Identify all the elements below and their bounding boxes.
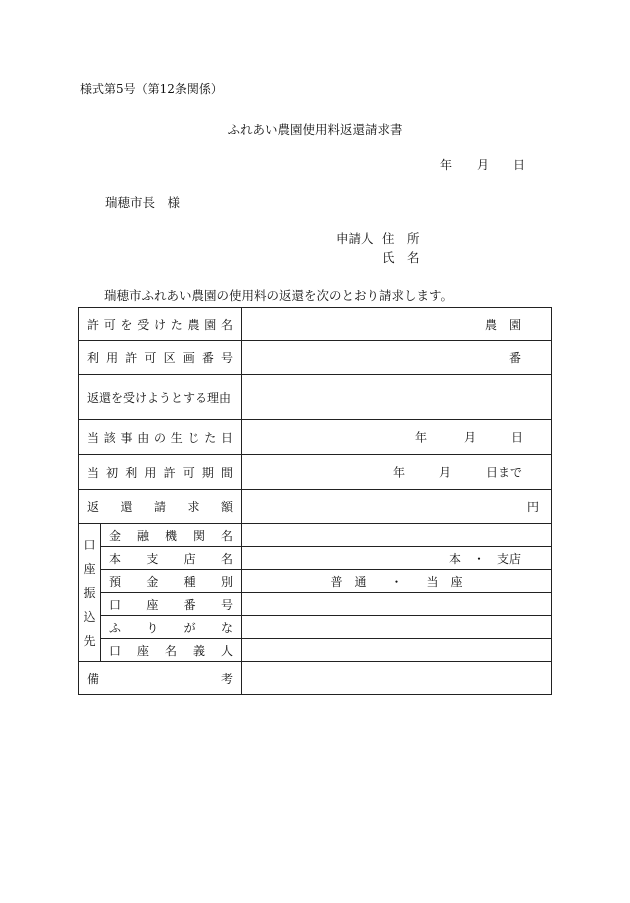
branch-label-text-char: 店	[183, 551, 196, 566]
period-field[interactable]	[242, 455, 552, 490]
event-date-label-text-char: の	[154, 430, 167, 445]
furigana-label-text-char: ふ	[109, 620, 122, 635]
period-label-text-char: 期	[201, 465, 214, 480]
plot-label-text-char: 可	[144, 351, 157, 365]
furigana-label	[101, 616, 242, 639]
branch-label-text-char: 名	[220, 551, 233, 566]
plot-label-text-char: 番	[201, 351, 214, 365]
period-label-text-char: 当	[87, 465, 100, 480]
plot-label-text-char: 区	[163, 351, 176, 365]
amount-label-text-char: 請	[154, 500, 167, 514]
account-group-label	[79, 524, 101, 662]
event-date-label-text-char: 生	[170, 430, 183, 445]
period-until-label: 日まで	[486, 465, 523, 480]
garden-name-field[interactable]	[242, 308, 552, 341]
period-year-label: 年	[393, 465, 406, 480]
event-date-label-text-char: 当	[87, 430, 100, 445]
row-event-date	[79, 420, 552, 455]
bank-label-text-char: 金	[109, 528, 122, 543]
name-label: 氏 名	[382, 250, 420, 265]
event-date-label-text	[79, 429, 241, 446]
branch-field[interactable]	[242, 547, 552, 570]
account-number-label	[101, 593, 242, 616]
plot-label-text-char: 利	[87, 351, 100, 365]
furigana-field[interactable]	[242, 616, 552, 639]
furigana-label-text-char: な	[220, 620, 233, 635]
period-label-text	[79, 464, 241, 481]
reason-label-text: 返還を受けようとする理由	[87, 390, 232, 405]
furigana-label-text-char: が	[183, 620, 196, 635]
period-label-text-char: 用	[144, 465, 157, 480]
event-date-label-text-char: 日	[221, 430, 234, 445]
period-label-text-char: 間	[220, 465, 233, 480]
garden-label-text	[79, 316, 241, 333]
account-group-char: 口	[83, 537, 96, 552]
addressee: 瑞穂市長 様	[105, 195, 181, 210]
period-label-text-char: 初	[106, 465, 119, 480]
account-number-label-text-char: 号	[220, 597, 233, 612]
account-holder-label-text-char: 名	[165, 643, 178, 658]
row-account-type	[79, 570, 552, 593]
row-garden-name	[79, 308, 552, 341]
row-account-holder	[79, 639, 552, 662]
garden-label-text-char: 名	[221, 317, 234, 332]
row-amount	[79, 490, 552, 524]
event-year-label: 年	[415, 430, 428, 445]
garden-label-text-char: 受	[137, 317, 150, 332]
remarks-label-text	[79, 670, 241, 687]
amount-label-text-char: 還	[120, 500, 133, 514]
account-type-label-text-char: 預	[109, 574, 122, 589]
date-year-label: 年	[440, 158, 453, 172]
request-form-table	[78, 307, 552, 695]
account-type-field[interactable]	[242, 570, 552, 593]
account-type-label-text-char: 金	[146, 574, 159, 589]
plot-label-text	[79, 349, 241, 366]
branch-label	[101, 547, 242, 570]
account-holder-label-text-char: 口	[109, 643, 122, 658]
account-number-label-text-char: 座	[146, 597, 159, 612]
bank-label-text-char: 名	[221, 528, 234, 543]
garden-label-text-char: 可	[103, 317, 116, 332]
amount-label-text-char: 額	[221, 500, 234, 514]
amount-label-text-char: 返	[87, 500, 100, 514]
row-reason	[79, 375, 552, 420]
address-label: 住 所	[382, 231, 420, 246]
period-month-label: 月	[439, 465, 452, 480]
period-label-text-char: 可	[182, 465, 195, 480]
account-number-label-text-char: 口	[109, 597, 122, 612]
remarks-label-text-char: 考	[221, 671, 234, 686]
remarks-label	[79, 662, 242, 695]
plot-number-label	[79, 341, 242, 375]
amount-label-text	[79, 498, 241, 515]
account-holder-label	[101, 639, 242, 662]
bank-label	[101, 524, 242, 547]
account-holder-label-text-char: 義	[193, 643, 206, 658]
event-date-label-text-char: 該	[103, 430, 116, 445]
account-number-label-text-char: 番	[183, 597, 196, 612]
branch-label-text-char: 本	[109, 551, 122, 566]
request-statement: 瑞穂市ふれあい農園の使用料の返還を次のとおり請求します。	[104, 288, 454, 303]
furigana-label-text	[101, 619, 241, 636]
bank-label-text-char: 融	[137, 528, 150, 543]
event-date-label	[79, 420, 242, 455]
bank-label-text-char: 関	[193, 528, 206, 543]
plot-number-field[interactable]	[242, 341, 552, 375]
account-group-char: 込	[83, 609, 96, 624]
amount-unit: 円	[527, 500, 540, 514]
period-label-text-char: 利	[125, 465, 138, 480]
reason-field[interactable]	[242, 375, 552, 420]
amount-label	[79, 490, 242, 524]
event-day-label: 日	[511, 430, 524, 445]
account-type-label	[101, 570, 242, 593]
garden-label-text-char: け	[154, 317, 167, 332]
row-bank	[79, 524, 552, 547]
plot-label-text-char: 画	[182, 351, 195, 365]
garden-suffix: 農 園	[485, 317, 522, 332]
branch-label-text	[101, 550, 241, 567]
applicant-block	[336, 229, 436, 267]
event-date-field[interactable]	[242, 420, 552, 455]
row-period	[79, 455, 552, 490]
row-remarks	[79, 662, 552, 695]
event-month-label: 月	[464, 430, 477, 445]
period-label	[79, 455, 242, 490]
reason-label	[79, 375, 242, 420]
account-group-char: 振	[83, 585, 96, 600]
account-group-char: 座	[83, 561, 96, 576]
row-plot-number	[79, 341, 552, 375]
account-type-label-text-char: 種	[183, 574, 196, 589]
amount-label-text-char: 求	[187, 500, 200, 514]
garden-label-text-char: た	[170, 317, 183, 332]
event-date-label-text-char: た	[204, 430, 217, 445]
submission-date	[440, 156, 530, 172]
garden-label-text-char: を	[120, 317, 133, 332]
account-holder-label-text-char: 座	[137, 643, 150, 658]
account-holder-label-text	[101, 642, 241, 659]
plot-label-text-char: 用	[106, 351, 119, 365]
bank-label-text-char: 機	[165, 528, 178, 543]
account-number-label-text	[101, 596, 241, 613]
bank-label-text	[101, 527, 241, 544]
branch-value: 本 ・ 支店	[449, 551, 522, 566]
form-number: 様式第5号（第12条関係）	[80, 82, 223, 96]
amount-field[interactable]	[242, 490, 552, 524]
date-month-label: 月	[477, 158, 490, 172]
account-holder-label-text-char: 人	[221, 643, 234, 658]
garden-label-text-char: 農	[187, 317, 200, 332]
applicant-label: 申請人	[336, 231, 374, 246]
furigana-label-text-char: り	[146, 620, 159, 635]
row-branch	[79, 547, 552, 570]
account-type-value: 普 通 ・ 当 座	[330, 574, 463, 589]
garden-label-text-char: 園	[204, 317, 217, 332]
account-number-field[interactable]	[242, 593, 552, 616]
branch-label-text-char: 支	[146, 551, 159, 566]
garden-name-label	[79, 308, 242, 341]
plot-label-text-char: 許	[125, 351, 138, 365]
plot-suffix: 番	[509, 351, 522, 365]
account-holder-field[interactable]	[242, 639, 552, 662]
row-account-number	[79, 593, 552, 616]
date-day-label: 日	[513, 158, 526, 172]
event-date-label-text-char: 事	[120, 430, 133, 445]
remarks-label-text-char: 備	[87, 671, 100, 686]
account-group-char: 先	[83, 633, 96, 648]
event-date-label-text-char: じ	[187, 430, 200, 445]
row-furigana	[79, 616, 552, 639]
plot-label-text-char: 号	[220, 351, 233, 365]
garden-label-text-char: 許	[87, 317, 100, 332]
account-type-label-text	[101, 573, 241, 590]
account-type-label-text-char: 別	[220, 574, 233, 589]
account-group-label-text	[79, 533, 100, 653]
document-title: ふれあい農園使用料返還請求書	[227, 122, 403, 137]
event-date-label-text-char: 由	[137, 430, 150, 445]
bank-field[interactable]	[242, 524, 552, 547]
period-label-text-char: 許	[163, 465, 176, 480]
remarks-field[interactable]	[242, 662, 552, 695]
